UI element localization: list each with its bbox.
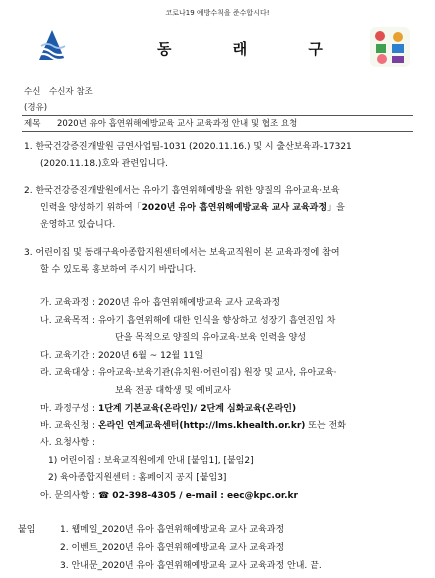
detail-na-line-1: 나. 교육목적 : 유아기 흡연위해에 대한 인식을 향상하고 성장기 흡연진입 차 xyxy=(40,316,336,326)
detail-ba-link: 온라인 연계교육센터(http://lms.khealth.or.kr) xyxy=(97,421,306,431)
para-3-line-2: 할 수 있도록 홍보하여 주시기 바랍니다. xyxy=(40,265,197,275)
course-name: 2020년 유아 흡연위해예방교육 교사 교육과정 xyxy=(141,203,328,213)
detail-sa: 사. 요청사항 : xyxy=(40,438,96,448)
para-2-line-2-end: 」을 xyxy=(327,203,345,213)
subject-rule-bottom xyxy=(22,131,413,132)
recipient-label: 수신 xyxy=(24,87,41,97)
detail-ba xyxy=(40,418,346,431)
detail-ma-value: 1단계 기본교육(온라인)/ 2단계 심화교육(온라인) xyxy=(97,404,297,414)
para-2-line-2 xyxy=(40,200,345,217)
detail-a-label: 아. 문의사항 : xyxy=(40,491,98,501)
detail-ba-label: 바. 교육신청 : xyxy=(40,421,98,431)
detail-da: 다. 교육기간 : 2020년 6월 ~ 12월 11일 xyxy=(40,351,204,361)
detail-ga: 가. 교육과정 : 2020년 유아 흡연위해예방교육 교사 교육과정 xyxy=(40,298,281,308)
para-2-line-1: 2. 한국건강증진개발원에서는 유아기 흡연위해예방을 위한 양질의 유아교육·보육 xyxy=(24,186,340,196)
detail-sa-1: 1) 어린이집 : 보육교직원에게 안내 [붙임1], [붙임2] xyxy=(48,456,254,466)
detail-ma xyxy=(40,401,296,414)
attachment-1: 1. 웹메일_2020년 유아 흡연위해예방교육 교사 교육과정 xyxy=(60,525,285,535)
mascot-emblem xyxy=(368,25,412,69)
phone-icon: ☎ xyxy=(97,491,110,501)
para-3-line-1: 3. 어린이집 및 동래구육아종합지원센터에서는 보육교직원이 본 교육과정에 참여 xyxy=(24,248,340,258)
detail-a xyxy=(40,488,298,501)
para-2-line-2-start: 인력을 양성하기 위하여「 xyxy=(40,203,142,213)
para-2-line-3: 운영하고 있습니다. xyxy=(40,220,116,230)
attachment-2: 2. 이벤트_2020년 유아 흡연위해예방교육 교사 교육과정 xyxy=(60,543,285,553)
detail-ma-label: 마. 과정구성 : xyxy=(40,404,98,414)
slogan: 코로나19 예방수칙을 준수합시다! xyxy=(165,9,270,17)
detail-na-line-2: 단을 목적으로 양질의 유아교육·보육 인력을 양성 xyxy=(115,333,307,343)
org-name: 동 래 구 xyxy=(157,40,351,58)
recipient-value: 수신자 참조 xyxy=(49,87,93,97)
para-1-line-2: (2020.11.18.)호와 관련입니다. xyxy=(40,159,168,169)
detail-a-contact: 02-398-4305 / e-mail : eec@kpc.or.kr xyxy=(109,491,298,501)
attachments-label: 붙임 xyxy=(18,525,36,535)
para-1-line-1: 1. 한국건강증진개발원 금연사업팀-1031 (2020.11.16.) 및 시 출산보육과-17321 xyxy=(24,142,352,152)
detail-ba-end: 또는 전화 xyxy=(305,421,346,431)
via-label: (경유) xyxy=(24,103,48,113)
detail-ra-line-1: 라. 교육대상 : 유아교육·보육기관(유치원·어린이집) 원장 및 교사, 유아교육· xyxy=(40,368,337,378)
detail-ra-line-2: 보육 전공 대학생 및 예비교사 xyxy=(115,386,231,396)
subject-rule-top xyxy=(22,115,413,116)
attachment-3: 3. 안내문_2020년 유아 흡연위해예방교육 교사 교육과정 안내. 끝. xyxy=(60,561,322,571)
subject-label: 제목 xyxy=(24,119,41,129)
subject-text: 2020년 유아 흡연위해예방교육 교사 교육과정 안내 및 협조 요청 xyxy=(57,119,298,129)
dongnae-logo xyxy=(33,26,71,62)
detail-sa-2: 2) 육아종합지원센터 : 홈페이지 공지 [붙임3] xyxy=(48,473,227,483)
